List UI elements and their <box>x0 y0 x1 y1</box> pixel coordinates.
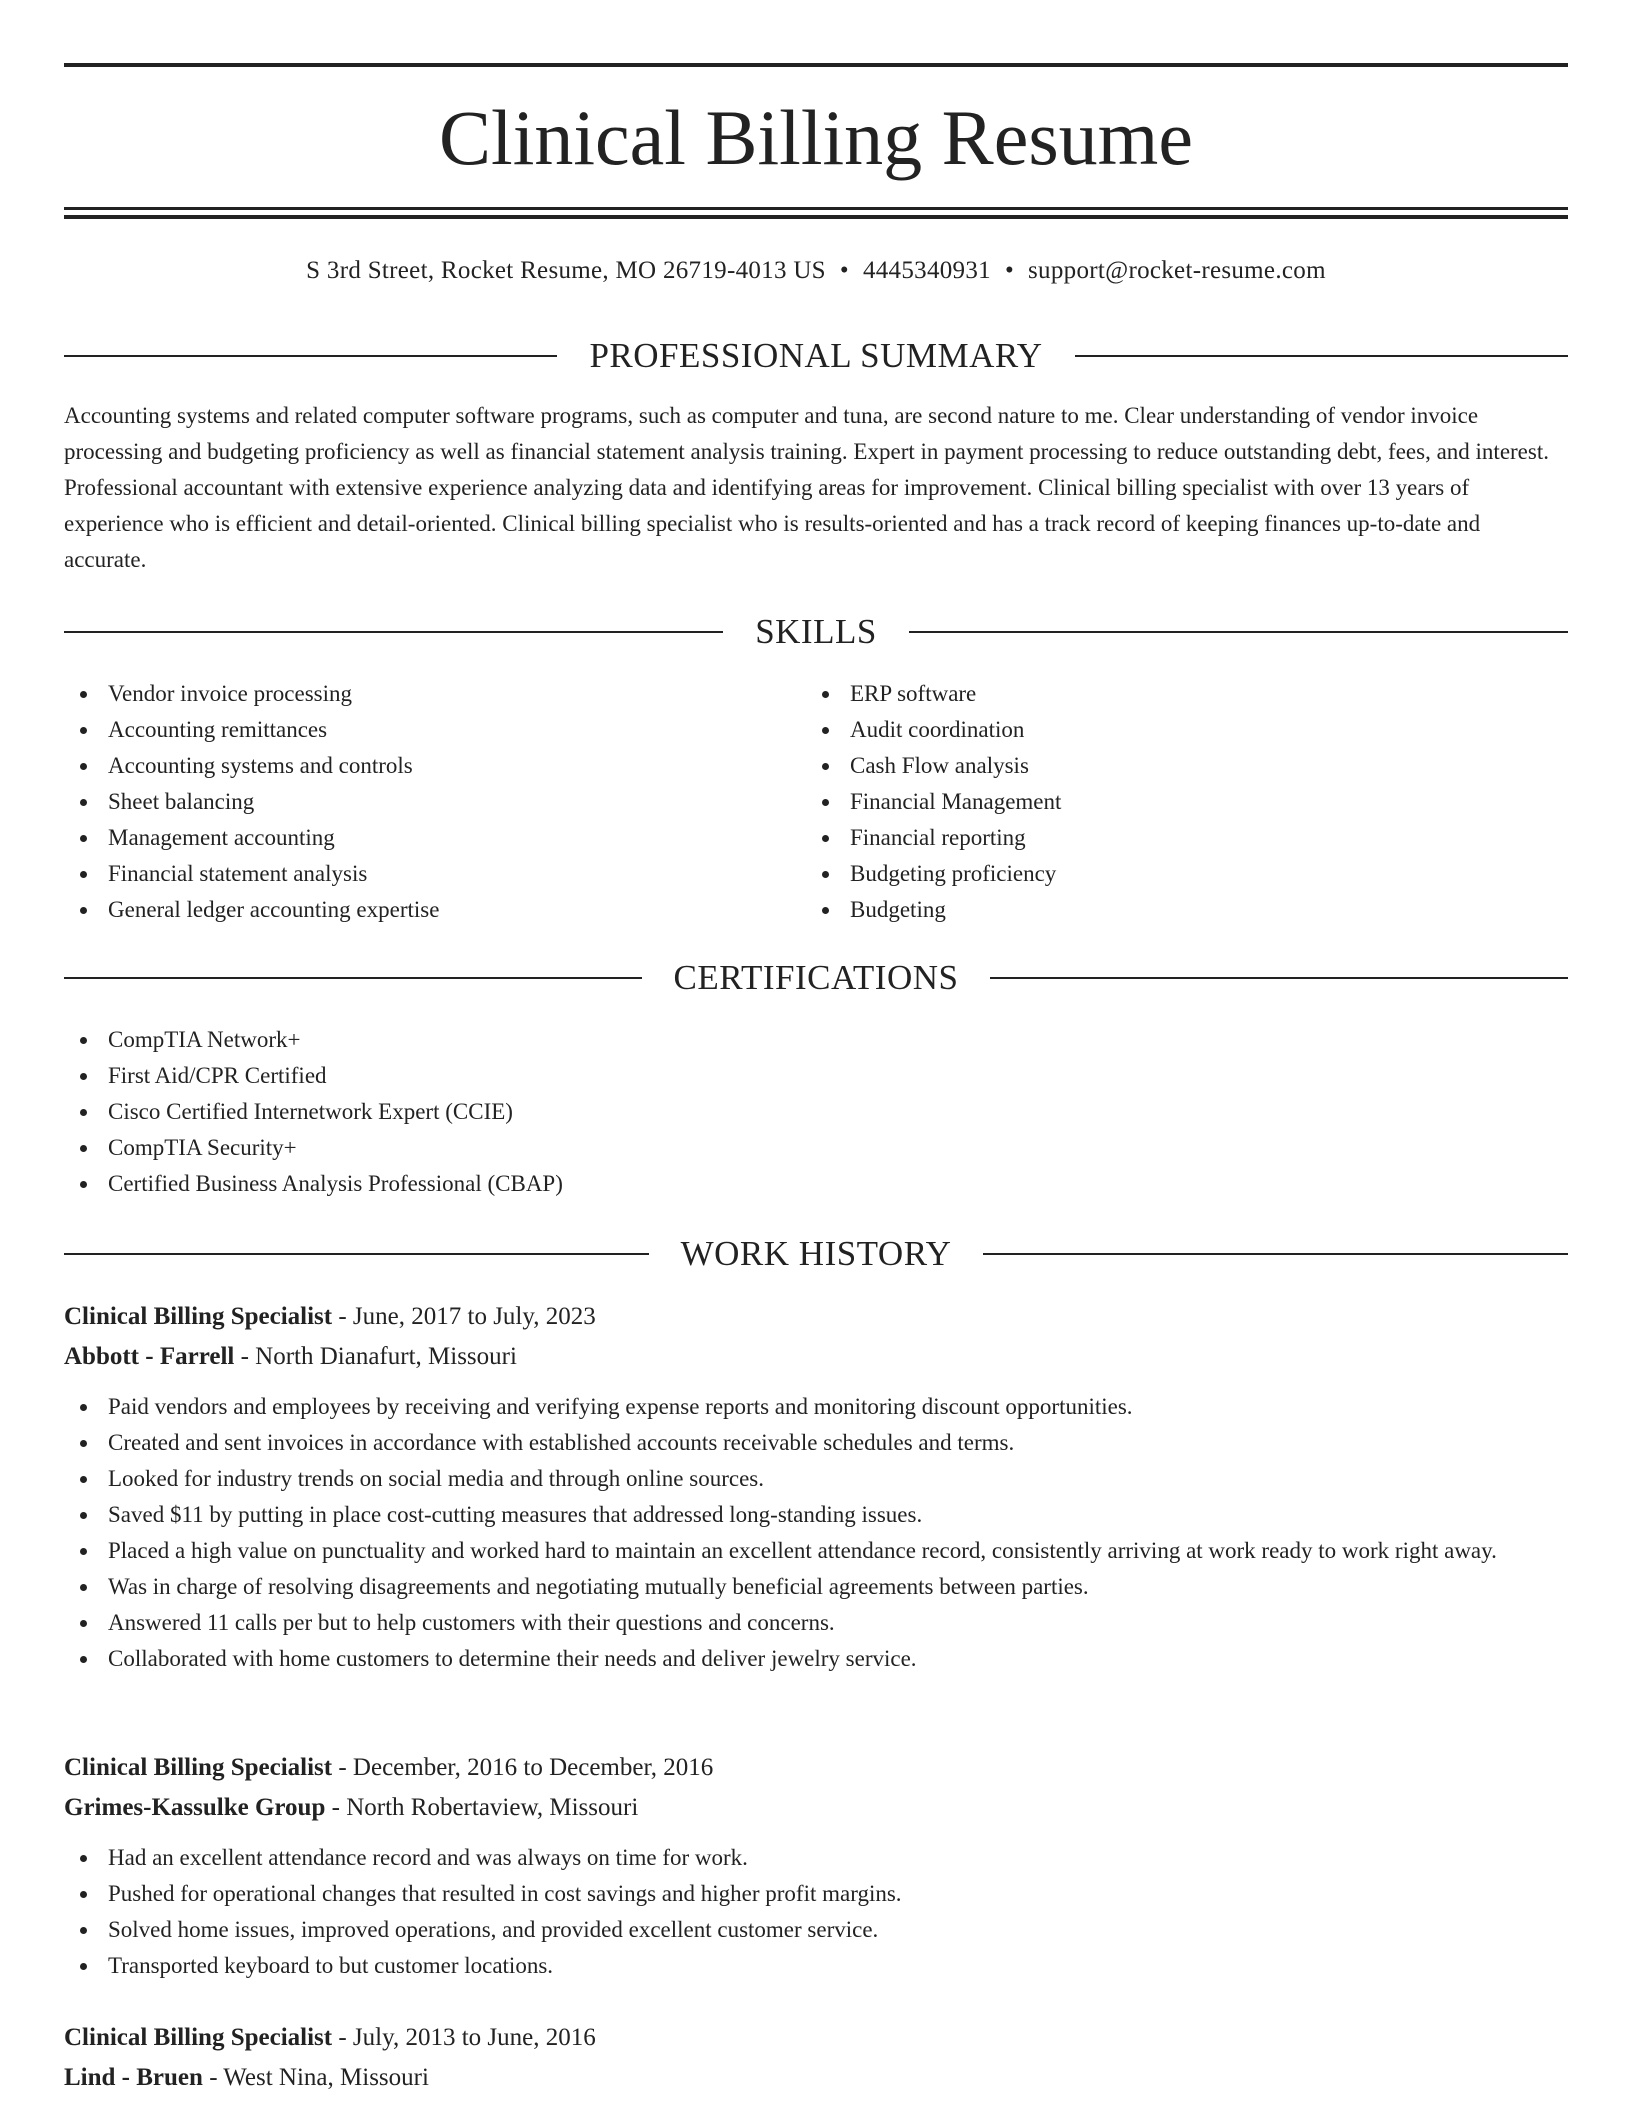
resume-title: Clinical Billing Resume <box>439 94 1193 181</box>
job-company: Abbott - Farrell <box>64 1343 235 1370</box>
job-duty-item: Answered 11 calls per but to help customers with their questions and concerns. <box>64 1605 1568 1641</box>
job-dates: - July, 2013 to June, 2016 <box>332 2024 596 2051</box>
job-duty-item: Transported keyboard to but customer locations. <box>64 1948 1568 1984</box>
job-location: - West Nina, Missouri <box>202 2064 429 2091</box>
contact-separator: • <box>839 257 849 284</box>
section-rule-left <box>64 631 723 633</box>
job-duty-item: Solved home issues, improved operations, and provided excellent customer service. <box>64 1912 1568 1948</box>
section-heading-label: PROFESSIONAL SUMMARY <box>589 336 1043 375</box>
skill-item: Financial Management <box>806 784 1506 820</box>
section-rule-left <box>64 977 642 979</box>
contact-phone: 4445340931 <box>862 257 991 284</box>
skill-item: ERP software <box>806 676 1506 712</box>
job-duty-item: Had an excellent attendance record and was always on time for work. <box>64 1840 1568 1876</box>
job-dates: - June, 2017 to July, 2023 <box>332 1303 596 1330</box>
job-duty-item: Created and sent invoices in accordance with established accounts receivable schedules and terms. <box>64 1425 1568 1461</box>
job-duties-list <box>64 1840 1568 1984</box>
skills-list-left <box>64 676 764 928</box>
job-duties-list <box>64 1389 1568 1677</box>
job-title: Clinical Billing Specialist <box>64 2024 333 2051</box>
job-duty-item: Saved $11 by putting in place cost-cutting measures that addressed long-standing issues. <box>64 1497 1568 1533</box>
contact-email: support@rocket-resume.com <box>1028 257 1326 284</box>
job-title: Clinical Billing Specialist <box>64 1303 333 1330</box>
job-duty-item: Looked for industry trends on social media and through online sources. <box>64 1461 1568 1497</box>
skill-item: Vendor invoice processing <box>64 676 764 712</box>
job-entry <box>64 2018 1568 2098</box>
certification-item: Certified Business Analysis Professional (CBAP) <box>64 1166 1568 1202</box>
job-entry <box>64 1297 1568 1677</box>
certification-item: CompTIA Network+ <box>64 1022 1568 1058</box>
skill-item: Sheet balancing <box>64 784 764 820</box>
job-company: Grimes-Kassulke Group <box>64 1794 326 1821</box>
job-company-line <box>64 2058 1568 2098</box>
job-duty-item: Pushed for operational changes that resulted in cost savings and higher profit margins. <box>64 1876 1568 1912</box>
skills-list-right <box>806 676 1506 928</box>
header-double-rule-upper <box>64 207 1568 210</box>
work-history-section-heading <box>64 1232 1568 1276</box>
contact-address: S 3rd Street, Rocket Resume, MO 26719-4013 US <box>306 257 826 284</box>
skill-item: Financial statement analysis <box>64 856 764 892</box>
job-title-line <box>64 2018 1568 2058</box>
certification-item: CompTIA Security+ <box>64 1130 1568 1166</box>
section-rule-right <box>983 1253 1568 1255</box>
summary-section-heading <box>64 334 1568 378</box>
section-heading-label: CERTIFICATIONS <box>673 958 959 997</box>
job-duty-item: Placed a high value on punctuality and worked hard to maintain an excellent attendance record, consistently arriving at work ready to work right away. <box>64 1533 1568 1569</box>
job-company-line <box>64 1337 1568 1377</box>
job-entry <box>64 1748 1568 1984</box>
skill-item: Budgeting proficiency <box>806 856 1506 892</box>
header-double-rule-lower <box>64 215 1568 219</box>
job-company: Lind - Bruen <box>64 2064 203 2091</box>
contact-separator: • <box>1004 257 1015 284</box>
job-company-line <box>64 1788 1568 1828</box>
section-rule-left <box>64 355 557 357</box>
job-title-line <box>64 1748 1568 1788</box>
section-rule-right <box>990 977 1568 979</box>
job-location: - North Robertaview, Missouri <box>325 1794 639 1821</box>
section-rule-right <box>1075 355 1568 357</box>
certifications-list <box>64 1022 1568 1202</box>
skills-section-heading <box>64 610 1568 654</box>
job-duty-item: Paid vendors and employees by receiving and verifying expense reports and monitoring discount opportunities. <box>64 1389 1568 1425</box>
contact-line <box>64 254 1568 288</box>
skill-item: Management accounting <box>64 820 764 856</box>
job-duty-item: Was in charge of resolving disagreements and negotiating mutually beneficial agreements between parties. <box>64 1569 1568 1605</box>
skill-item: Audit coordination <box>806 712 1506 748</box>
job-dates: - December, 2016 to December, 2016 <box>332 1754 714 1781</box>
header-top-rule <box>64 63 1568 67</box>
job-location: - North Dianafurt, Missouri <box>234 1343 517 1370</box>
skill-item: Accounting systems and controls <box>64 748 764 784</box>
certification-item: Cisco Certified Internetwork Expert (CCIE) <box>64 1094 1568 1130</box>
skill-item: Cash Flow analysis <box>806 748 1506 784</box>
job-title: Clinical Billing Specialist <box>64 1754 333 1781</box>
section-rule-left <box>64 1253 649 1255</box>
job-title-line <box>64 1297 1568 1337</box>
skill-item: Budgeting <box>806 892 1506 928</box>
section-heading-label: WORK HISTORY <box>680 1234 952 1273</box>
job-duty-item: Collaborated with home customers to determine their needs and deliver jewelry service. <box>64 1641 1568 1677</box>
summary-text: Accounting systems and related computer software programs, such as computer and tuna, are second nature to me. Clear understanding of vendor invoice processing and budgeting proficiency as well as financial statement analysis training. Expert in payment processing to reduce outstanding debt, fees, and interest. Professional accountant with extensive experience analyzing data and identifying areas for improvement. Clinical billing specialist with over 13 years of experience who is efficient and detail-oriented. Clinical billing specialist who is results-oriented and has a track record of keeping finances up-to-date and accurate. <box>64 403 1549 572</box>
section-rule-right <box>909 631 1568 633</box>
skill-item: General ledger accounting expertise <box>64 892 764 928</box>
certifications-section-heading <box>64 956 1568 1000</box>
certification-item: First Aid/CPR Certified <box>64 1058 1568 1094</box>
skill-item: Accounting remittances <box>64 712 764 748</box>
section-heading-label: SKILLS <box>755 612 877 651</box>
skill-item: Financial reporting <box>806 820 1506 856</box>
